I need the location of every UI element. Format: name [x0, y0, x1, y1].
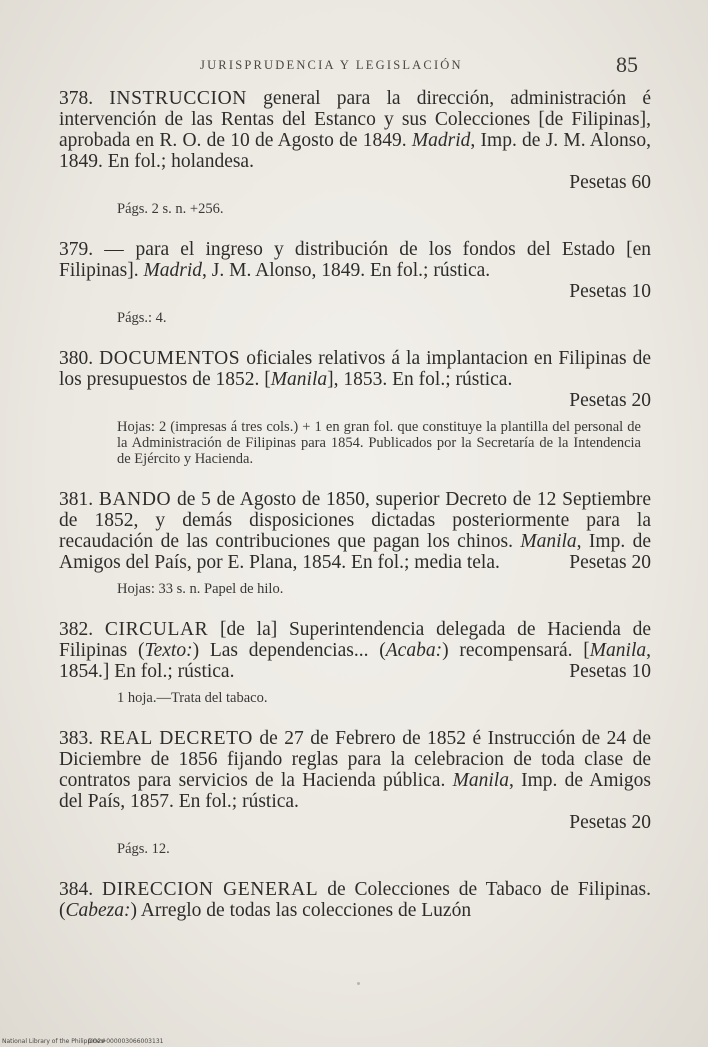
- entry-title: BANDO: [98, 489, 172, 510]
- entry-body: de 5 de Agosto de 1850, superior Decreto de 12 Septiembre de 1852, y demás disposiciones dictadas posteriormente para la recaudación de las contribuciones que pagan los chinos.: [59, 489, 651, 552]
- entry-price: Pesetas 20: [569, 552, 651, 573]
- entry-imprint: , Imp. de J. M. Alonso, 1849. En fol.; holandesa.: [59, 130, 651, 172]
- catalog-entry-378: [59, 88, 651, 217]
- entry-imprint: , J. M. Alonso, 1849. En fol.; rústica.: [202, 260, 491, 281]
- entry-place: Madrid: [143, 260, 203, 281]
- entry-text: [59, 489, 651, 573]
- entry-explicit: ) recompensará. [: [442, 640, 590, 661]
- catalog-entry-383: [59, 728, 651, 857]
- entry-price: Pesetas 10: [569, 281, 651, 302]
- entry-body: [de la] Superintendencia delegada de Hacienda de Filipinas (: [59, 619, 651, 661]
- entry-note: Hojas: 33 s. n. Papel de hilo.: [117, 581, 284, 597]
- entry-number: 382.: [59, 619, 94, 640]
- entry-number: 381.: [59, 489, 94, 510]
- entry-text: [59, 88, 651, 193]
- paper-speck: [357, 982, 360, 985]
- entry-heading: ) Arreglo de todas las colecciones de Luzón: [130, 900, 472, 921]
- entry-note: 1 hoja.—Trata del tabaco.: [117, 690, 268, 706]
- entry-body: general para la dirección, administración é intervención de las Rentas del Estanco y sus Colecciones [de Filipinas], aprobada en R. O. de 10 de Agosto de 1849.: [59, 88, 651, 151]
- entry-body: de Colecciones de Tabaco de Filipinas. (: [59, 879, 652, 921]
- entry-incipit-label: Texto:: [144, 640, 193, 661]
- entry-note: Págs. 2 s. n. +256.: [117, 201, 224, 217]
- page-number: 85: [616, 52, 638, 77]
- entry-body: oficiales relativos á la implantacion en Filipinas de los presupuestos de 1852. [: [59, 348, 651, 390]
- entry-title: DOCUMENTOS: [99, 348, 241, 369]
- catalog-entry-381: [59, 489, 651, 597]
- entry-text: [59, 728, 651, 833]
- entry-place: Madrid: [411, 130, 471, 151]
- entry-place: Manila: [589, 640, 647, 661]
- entry-number: 383.: [59, 728, 94, 749]
- entry-price: Pesetas 10: [569, 661, 651, 682]
- entry-title: CIRCULAR: [104, 619, 209, 640]
- entry-imprint: , Imp. de Amigos del País, 1857. En fol.; rústica.: [59, 770, 652, 812]
- entry-imprint: ], 1853. En fol.; rústica.: [327, 369, 513, 390]
- entry-imprint: , 1854.] En fol.; rústica.: [59, 640, 651, 682]
- entry-body: para el ingreso y distribución de los fondos del Estado [en Filipinas].: [59, 239, 652, 281]
- entry-title: INSTRUCCION: [109, 88, 247, 109]
- library-credit: National Library of the Philippines: [2, 1038, 104, 1045]
- page-header: [0, 52, 708, 82]
- entry-place: Manila: [270, 369, 328, 390]
- catalog-entry-384: [59, 879, 651, 921]
- entry-number: 378.: [59, 88, 94, 109]
- entry-title: REAL DECRETO: [99, 728, 253, 749]
- entry-note: Págs.: 4.: [117, 310, 167, 326]
- scan-code: DO2#000003066003131: [88, 1038, 164, 1045]
- entry-text: [59, 619, 651, 682]
- entry-note: Hojas: 2 (impresas á tres cols.) + 1 en gran fol. que constituye la plantilla del personal de la Administración de Filipinas para 1854. Publicados por la Secretaría de la Intendencia de Ejército y Hacienda.: [117, 419, 641, 467]
- running-head: JURISPRUDENCIA Y LEGISLACIÓN: [200, 58, 463, 72]
- entry-text: [59, 348, 651, 411]
- entry-place: Manila: [452, 770, 509, 791]
- entry-note: Págs. 12.: [117, 841, 170, 857]
- catalog-entry-382: [59, 619, 651, 706]
- catalog-entry-380: [59, 348, 651, 467]
- entry-price: Pesetas 20: [569, 390, 651, 411]
- entry-price: Pesetas 60: [569, 172, 651, 193]
- entry-incipit: ) Las dependencias... (: [192, 640, 386, 661]
- entry-title: —: [104, 239, 125, 260]
- entry-title: DIRECCION GENERAL: [102, 879, 319, 900]
- entry-text: [59, 239, 651, 302]
- entry-number: 384.: [59, 879, 94, 900]
- entry-body: de 27 de Febrero de 1852 é Instrucción de 24 de Diciembre de 1856 fijando reglas para la celebracion de toda clase de contratos para servicios de la Hacienda pública.: [59, 728, 651, 791]
- entry-price: Pesetas 20: [569, 812, 651, 833]
- entry-number: 380.: [59, 348, 94, 369]
- entry-text: [59, 879, 651, 921]
- entry-number: 379.: [59, 239, 94, 260]
- catalog-entries: [59, 88, 651, 921]
- entry-imprint: , Imp. de Amigos del País, por E. Plana, 1854. En fol.; media tela.: [59, 531, 651, 573]
- entry-explicit-label: Acaba:: [385, 640, 443, 661]
- entry-heading-label: Cabeza:: [65, 900, 131, 921]
- catalog-entry-379: [59, 239, 651, 326]
- entry-place: Manila: [520, 531, 577, 552]
